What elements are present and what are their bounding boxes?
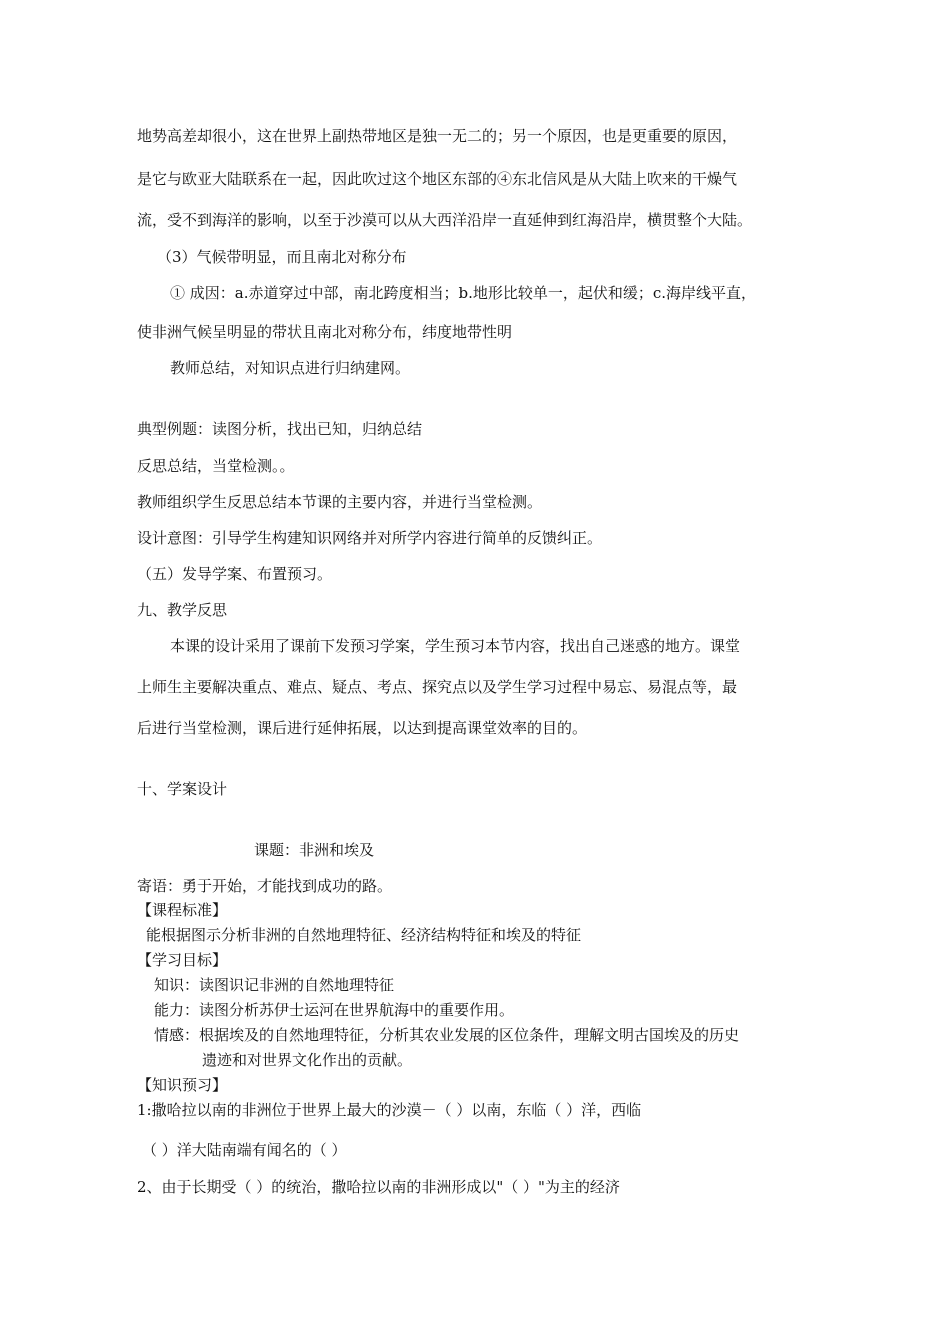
text-line: （3）气候带明显，而且南北对称分布 — [157, 248, 407, 266]
text-line: 教师总结，对知识点进行归纳建网。 — [170, 359, 411, 377]
text-line: （ ）洋大陆南端有闻名的（ ） — [142, 1141, 347, 1159]
text-line: 地势高差却很小，这在世界上副热带地区是独一无二的；另一个原因，也是更重要的原因， — [137, 127, 738, 145]
text-line: 是它与欧亚大陆联系在一起，因此吹过这个地区东部的④东北信风是从大陆上吹来的干燥气 — [137, 170, 738, 188]
text-line: 能力：读图分析苏伊士运河在世界航海中的重要作用。 — [154, 1001, 515, 1019]
text-line: 使非洲气候呈明显的带状且南北对称分布，纬度地带性明 — [137, 323, 513, 341]
text-line: 能根据图示分析非洲的自然地理特征、经济结构特征和埃及的特征 — [146, 926, 582, 944]
text-line: 1:撒哈拉以南的非洲位于世界上最大的沙漠－（ ）以南，东临（ ）洋，西临 — [137, 1101, 642, 1119]
text-line: 典型例题：读图分析，找出已知，归纳总结 — [137, 420, 423, 438]
text-line: 2、由于长期受（ ）的统治，撒哈拉以南的非洲形成以"（ ）"为主的经济 — [137, 1178, 620, 1196]
text-line: 反思总结，当堂检测。。 — [137, 457, 295, 475]
text-line: 知识：读图识记非洲的自然地理特征 — [154, 976, 395, 994]
text-line: 寄语：勇于开始，才能找到成功的路。 — [137, 877, 393, 895]
section-heading: 九、教学反思 — [137, 601, 228, 619]
text-line: 上师生主要解决重点、难点、疑点、考点、探究点以及学生学习过程中易忘、易混点等，最 — [137, 678, 738, 696]
bracket-heading: 【课程标准】 — [137, 901, 228, 919]
bracket-heading: 【知识预习】 — [137, 1076, 228, 1094]
text-line: 设计意图：引导学生构建知识网络并对所学内容进行简单的反馈纠正。 — [137, 529, 603, 547]
text-line: 流，受不到海洋的影响，以至于沙漠可以从大西洋沿岸一直延伸到红海沿岸，横贯整个大陆。 — [137, 211, 753, 229]
text-line: （五）发导学案、布置预习。 — [137, 565, 333, 583]
text-line: 后进行当堂检测，课后进行延伸拓展，以达到提高课堂效率的目的。 — [137, 719, 588, 737]
text-line: 遗迹和对世界文化作出的贡献。 — [202, 1051, 413, 1069]
text-line: 本课的设计采用了课前下发预习学案，学生预习本节内容，找出自己迷惑的地方。课堂 — [170, 637, 741, 655]
text-line: 教师组织学生反思总结本节课的主要内容，并进行当堂检测。 — [137, 493, 543, 511]
text-line: ① 成因：a.赤道穿过中部，南北跨度相当；b.地形比较单一，起伏和缓；c.海岸线平直， — [170, 284, 757, 302]
section-heading: 十、学案设计 — [137, 780, 228, 798]
text-line: 情感：根据埃及的自然地理特征，分析其农业发展的区位条件，理解文明古国埃及的历史 — [154, 1026, 740, 1044]
bracket-heading: 【学习目标】 — [137, 951, 228, 969]
lesson-title: 课题：非洲和埃及 — [254, 841, 375, 859]
